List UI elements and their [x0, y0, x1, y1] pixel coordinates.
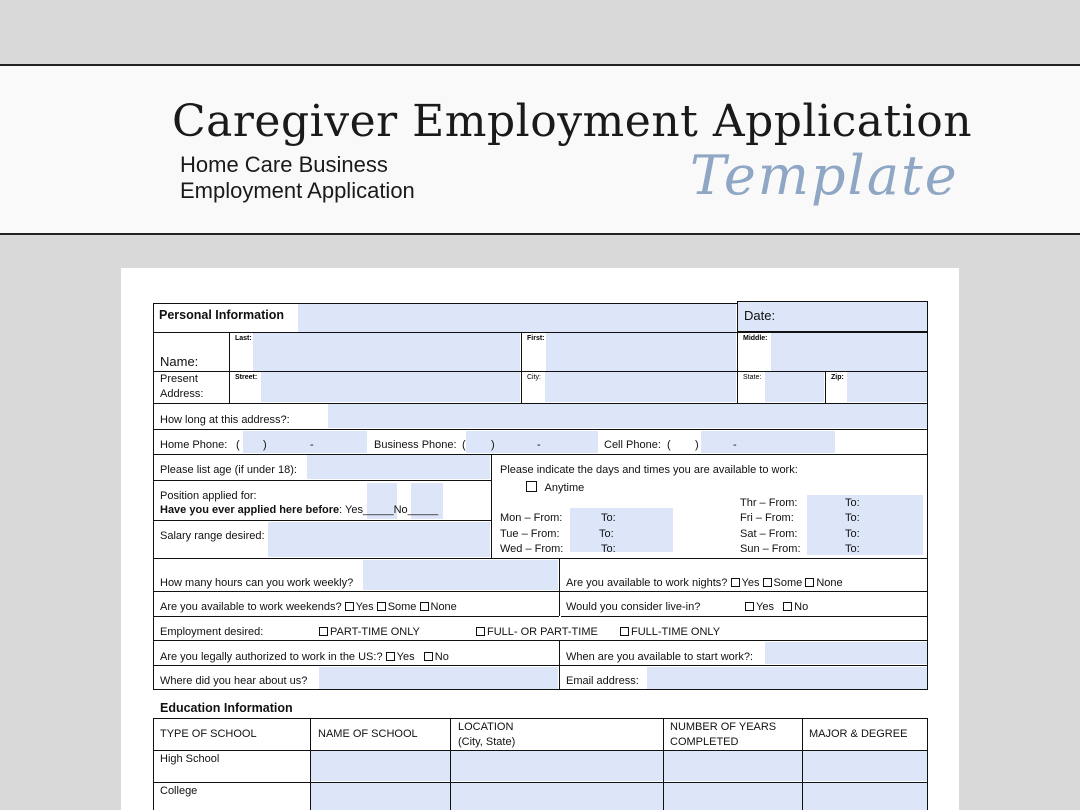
- full-time-label: FULL-TIME ONLY: [631, 626, 721, 638]
- cell-phone-field[interactable]: [701, 431, 835, 453]
- divider: [153, 616, 928, 617]
- email-field[interactable]: [647, 667, 927, 689]
- weekends-row: [160, 601, 457, 614]
- live-in-options: [745, 601, 808, 614]
- applied-yes-no: : Yes_____No_____: [339, 504, 439, 516]
- anytime-option[interactable]: [526, 481, 584, 495]
- home-phone-close-paren: ): [263, 439, 267, 451]
- edu-col-years-sub: COMPLETED: [670, 736, 739, 748]
- checkbox-icon[interactable]: [805, 578, 814, 587]
- hours-weekly-field[interactable]: [363, 560, 558, 590]
- edu-row-high-school: High School: [160, 753, 220, 765]
- edu-col-years: NUMBER OF YEARS: [670, 721, 777, 733]
- day-tue-to: To:: [599, 528, 614, 540]
- weekends-none: None: [430, 601, 457, 613]
- edu-col-location-sub: (City, State): [458, 736, 516, 748]
- cell-phone-dash: -: [733, 439, 737, 451]
- position-label: Position applied for:: [160, 490, 257, 502]
- anytime-label: Anytime: [544, 482, 585, 494]
- college-fields[interactable]: [311, 783, 927, 810]
- home-phone-label: Home Phone:: [160, 439, 228, 451]
- checkbox-icon[interactable]: [345, 602, 354, 611]
- middle-label: Middle:: [743, 335, 768, 342]
- banner-script-word: Template: [690, 144, 959, 207]
- age-label: Please list age (if under 18):: [160, 464, 297, 476]
- checkbox-icon[interactable]: [745, 602, 754, 611]
- present-label: Present: [160, 373, 198, 385]
- full-or-part-option[interactable]: [476, 626, 598, 639]
- divider: [153, 429, 928, 430]
- divider: [229, 332, 230, 403]
- day-sun: Sun – From:: [740, 543, 801, 555]
- start-work-label: When are you available to start work?:: [566, 651, 754, 663]
- live-yes: Yes: [756, 601, 774, 613]
- day-thr: Thr – From:: [740, 497, 798, 509]
- nights-yes: Yes: [741, 577, 760, 589]
- day-mon-to: To:: [601, 512, 616, 524]
- days-prompt: Please indicate the days and times you are available to work:: [500, 464, 798, 476]
- checkbox-icon[interactable]: [783, 602, 792, 611]
- checkbox-icon[interactable]: [319, 627, 328, 636]
- day-tue: Tue – From:: [500, 528, 560, 540]
- how-long-field[interactable]: [328, 404, 927, 428]
- nights-label: Are you available to work nights?: [566, 577, 728, 589]
- day-sun-to: To:: [845, 543, 860, 555]
- checkbox-icon[interactable]: [386, 652, 395, 661]
- divider: [450, 750, 451, 810]
- applied-before-row: [160, 504, 438, 517]
- divider: [737, 332, 738, 403]
- employment-desired-label: Employment desired:: [160, 626, 264, 638]
- edu-col-name: NAME OF SCHOOL: [318, 728, 418, 740]
- weekends-yes: Yes: [355, 601, 374, 613]
- divider: [825, 371, 826, 403]
- day-wed-to: To:: [601, 543, 616, 555]
- hear-about-label: Where did you hear about us?: [160, 675, 308, 687]
- nights-some: Some: [773, 577, 803, 589]
- city-label: City:: [527, 374, 541, 381]
- checkbox-icon[interactable]: [424, 652, 433, 661]
- day-wed: Wed – From:: [500, 543, 564, 555]
- divider: [491, 454, 492, 558]
- middle-name-field[interactable]: [771, 333, 927, 371]
- home-phone-dash: -: [310, 439, 314, 451]
- date-label: Date:: [744, 308, 776, 323]
- banner-title: Caregiver Employment Application: [172, 96, 973, 147]
- personal-info-header: Personal Information: [159, 308, 285, 322]
- business-phone-close-paren: ): [491, 439, 495, 451]
- start-work-field[interactable]: [765, 642, 927, 664]
- home-phone-field[interactable]: [243, 431, 367, 453]
- last-name-field[interactable]: [253, 333, 520, 371]
- cell-phone-label: Cell Phone:: [604, 439, 661, 451]
- address-label: Address:: [160, 388, 204, 400]
- street-field[interactable]: [261, 372, 520, 402]
- hours-weekly-label: How many hours can you work weekly?: [160, 577, 354, 589]
- full-or-part-label: FULL- OR PART-TIME: [487, 626, 598, 638]
- authorized-row: [160, 651, 449, 664]
- weekends-some: Some: [387, 601, 417, 613]
- date-field[interactable]: [779, 305, 925, 329]
- divider: [153, 454, 928, 455]
- full-time-option[interactable]: [620, 626, 720, 639]
- high-school-fields[interactable]: [311, 751, 927, 781]
- day-fri-to: To:: [845, 512, 860, 524]
- banner-subtitle-2: Employment Application: [180, 178, 415, 203]
- applied-before-label: Have you ever applied here before: [160, 504, 340, 516]
- checkbox-icon[interactable]: [476, 627, 485, 636]
- salary-field[interactable]: [268, 522, 490, 557]
- salary-label: Salary range desired:: [160, 530, 265, 542]
- street-label: Street:: [235, 374, 258, 381]
- email-label: Email address:: [566, 675, 639, 687]
- age-field[interactable]: [307, 455, 490, 479]
- weekend-times-fill[interactable]: [807, 495, 923, 555]
- city-field[interactable]: [545, 372, 736, 402]
- cell-phone-open-paren: (: [667, 439, 671, 451]
- divider: [153, 640, 928, 641]
- education-header: Education Information: [160, 701, 293, 715]
- divider: [521, 332, 522, 403]
- divider: [153, 520, 491, 521]
- hear-about-field[interactable]: [319, 667, 558, 689]
- checkbox-icon[interactable]: [526, 481, 537, 492]
- weekday-times-fill[interactable]: [570, 508, 673, 552]
- business-phone-field[interactable]: [466, 431, 598, 453]
- part-time-option[interactable]: [319, 626, 420, 639]
- banner-subtitle-1: Home Care Business: [180, 152, 388, 177]
- day-sat: Sat – From:: [740, 528, 798, 540]
- checkbox-icon[interactable]: [763, 578, 772, 587]
- day-thr-to: To:: [845, 497, 860, 509]
- how-long-label: How long at this address?:: [160, 414, 290, 426]
- divider: [153, 480, 491, 481]
- name-label: Name:: [160, 354, 199, 369]
- state-field[interactable]: [765, 372, 824, 402]
- business-phone-open-paren: (: [462, 439, 466, 451]
- edu-col-type: TYPE OF SCHOOL: [160, 728, 257, 740]
- form-document: [121, 268, 959, 810]
- cell-phone-close-paren: ): [695, 439, 699, 451]
- checkbox-icon[interactable]: [620, 627, 629, 636]
- live-in-label: Would you consider live-in?: [566, 601, 701, 613]
- day-fri: Fri – From:: [740, 512, 794, 524]
- part-time-label: PART-TIME ONLY: [330, 626, 420, 638]
- live-no: No: [794, 601, 809, 613]
- business-phone-label: Business Phone:: [374, 439, 457, 451]
- state-label: State:: [743, 374, 762, 381]
- auth-yes: Yes: [396, 651, 415, 663]
- day-sat-to: To:: [845, 528, 860, 540]
- nights-none: None: [816, 577, 843, 589]
- edu-col-location: LOCATION: [458, 721, 514, 733]
- divider: [153, 591, 928, 592]
- day-mon: Mon – From:: [500, 512, 563, 524]
- auth-no: No: [434, 651, 449, 663]
- divider: [802, 750, 803, 810]
- home-phone-open-paren: (: [236, 439, 240, 451]
- business-phone-dash: -: [537, 439, 541, 451]
- authorized-label: Are you legally authorized to work in the US:?: [160, 651, 383, 663]
- divider: [153, 558, 928, 559]
- last-label: Last:: [235, 335, 252, 342]
- first-name-field[interactable]: [546, 333, 736, 371]
- zip-field[interactable]: [847, 372, 927, 402]
- checkbox-icon[interactable]: [731, 578, 740, 587]
- header-fill: [298, 304, 736, 332]
- checkbox-icon[interactable]: [377, 602, 386, 611]
- zip-label: Zip:: [831, 374, 844, 381]
- edu-row-college: College: [160, 785, 198, 797]
- edu-col-major: MAJOR & DEGREE: [809, 728, 908, 740]
- nights-row: [566, 577, 843, 590]
- checkbox-icon[interactable]: [420, 602, 429, 611]
- weekends-label: Are you available to work weekends?: [160, 601, 342, 613]
- title-banner: [0, 64, 1080, 235]
- divider: [153, 665, 928, 666]
- divider: [663, 750, 664, 810]
- first-label: First:: [527, 335, 545, 342]
